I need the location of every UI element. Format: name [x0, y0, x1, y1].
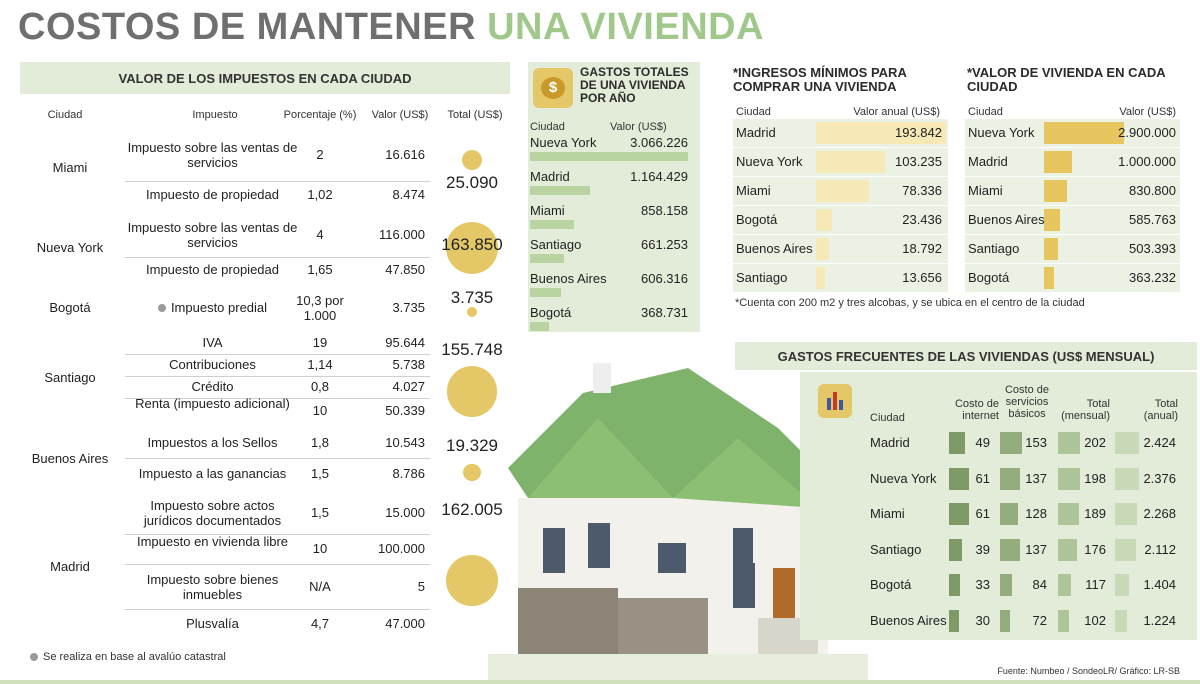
- vv-city: Buenos Aires: [968, 212, 1045, 227]
- tax-name: [125, 220, 300, 250]
- vv-city: Madrid: [968, 154, 1008, 169]
- gt-value: 3.066.226: [630, 135, 688, 150]
- gt-value: 606.316: [641, 271, 688, 286]
- bar-chart-icon: [818, 384, 852, 418]
- gf-internet: 61: [975, 470, 990, 486]
- tax-name: [125, 435, 300, 450]
- gf-servicios: 128: [1025, 506, 1047, 522]
- tax-value: 4.027: [392, 379, 425, 394]
- ing-city: Miami: [736, 183, 771, 198]
- row-separator: [125, 376, 430, 377]
- tax-total: 163.850: [441, 235, 503, 254]
- vv-value: 585.763: [1129, 212, 1176, 227]
- footnote-note: *Cuenta con 200 m2 y tres alcobas, y se ubica en el centro de la ciudad: [735, 297, 1085, 309]
- gt-value: 1.164.429: [630, 169, 688, 184]
- gf-mensual: 117: [1085, 577, 1106, 593]
- tax-name: [125, 335, 300, 350]
- tax-value: 50.339: [385, 403, 425, 418]
- valor-vivienda-col-value: Valor (US$): [1119, 106, 1176, 118]
- tax-percentage: 10: [312, 541, 328, 556]
- tax-percentage: 10: [312, 403, 328, 418]
- tax-name: [125, 466, 300, 481]
- valor-vivienda-col-city: Ciudad: [968, 106, 1003, 118]
- ing-value: 18.792: [902, 241, 942, 256]
- tax-name-text: Impuesto predial: [170, 299, 268, 315]
- vv-value: 2.900.000: [1118, 125, 1176, 140]
- tax-value: 8.474: [392, 186, 425, 202]
- gt-city: Bogotá: [530, 305, 572, 320]
- tax-city: Santiago: [44, 370, 96, 385]
- gf-servicios: 137: [1025, 541, 1047, 557]
- vv-city: Nueva York: [968, 125, 1035, 140]
- frecuentes-col-mensual: Total (mensual): [1061, 398, 1110, 422]
- tax-value: 5: [417, 578, 425, 594]
- gastos-totales-col-value: Valor (US$): [610, 121, 667, 133]
- gf-mensual: 189: [1084, 506, 1106, 522]
- tax-name-text: Crédito: [191, 379, 234, 394]
- gf-anual-bar: [1115, 610, 1127, 632]
- tax-name: [125, 616, 300, 631]
- gf-city: Bogotá: [870, 577, 912, 593]
- tax-percentage: 1,5: [310, 505, 330, 520]
- taxes-col-city: Ciudad: [47, 109, 83, 121]
- gt-value: 858.158: [641, 203, 688, 218]
- vv-bar: [1044, 238, 1058, 260]
- ingresos-col-value: Valor anual (US$): [853, 106, 940, 118]
- ing-city: Santiago: [736, 270, 788, 285]
- tax-city: Nueva York: [36, 240, 104, 255]
- tax-percentage: 10,3 por 1.000: [296, 292, 344, 323]
- tax-percentage: 0,8: [310, 379, 330, 394]
- row-separator: [125, 458, 430, 459]
- gf-internet: 33: [975, 577, 990, 593]
- tax-value: 95.644: [385, 335, 425, 350]
- tax-percentage: 2: [316, 146, 324, 162]
- tax-percentage: 1,8: [310, 435, 330, 450]
- total-bubble: [462, 150, 482, 170]
- vv-city: Bogotá: [968, 270, 1010, 285]
- tax-name-text: Contribuciones: [169, 357, 256, 372]
- tax-city: Madrid: [50, 559, 90, 574]
- source-credit: Fuente: Numbeo / SondeoLR/ Gráfico: LR-SB: [997, 666, 1180, 676]
- tax-total: 3.735: [450, 288, 494, 307]
- bottom-rule: [0, 680, 1200, 684]
- group-separator: [20, 329, 510, 331]
- tax-percentage: N/A: [309, 578, 331, 594]
- vv-city: Miami: [968, 183, 1003, 198]
- tax-value: 15.000: [385, 505, 425, 520]
- gf-city: Madrid: [870, 435, 910, 450]
- tax-name-text: Impuesto de propiedad: [146, 262, 279, 277]
- gf-anual: 2.424: [1143, 435, 1176, 450]
- frecuentes-col-servicios: Costo de servicios básicos: [1004, 384, 1050, 420]
- gf-anual: 2.112: [1144, 541, 1176, 557]
- tax-value: 16.616: [385, 146, 425, 162]
- tax-name: [125, 357, 300, 372]
- frecuentes-heading: GASTOS FRECUENTES DE LAS VIVIENDAS (US$ MENSUAL): [777, 349, 1155, 364]
- row-separator: [125, 609, 430, 610]
- vv-city: Santiago: [968, 241, 1020, 256]
- gt-city: Nueva York: [530, 135, 597, 150]
- tax-name: [125, 187, 300, 202]
- vv-value: 363.232: [1129, 270, 1176, 285]
- gf-city: Buenos Aires: [870, 613, 947, 628]
- tax-name: [125, 396, 300, 411]
- tax-value: 100.000: [378, 541, 425, 556]
- gf-city: Miami: [870, 506, 905, 522]
- gf-anual-bar: [1115, 574, 1129, 596]
- gf-servicios-bar: [1000, 574, 1012, 596]
- tax-name-text: Impuesto de propiedad: [146, 186, 279, 202]
- tax-value: 8.786: [392, 466, 425, 481]
- vv-value: 1.000.000: [1118, 154, 1176, 169]
- vv-value: 503.393: [1129, 241, 1176, 256]
- ing-city: Bogotá: [736, 212, 778, 227]
- tax-name-text: Plusvalía: [186, 616, 239, 631]
- tax-percentage: 19: [312, 335, 328, 350]
- tax-value: 47.000: [385, 616, 425, 631]
- tax-percentage: 4: [316, 227, 324, 242]
- gf-anual: 2.268: [1143, 506, 1176, 522]
- tax-name-text: Impuesto sobre las ventas de servicios: [127, 220, 298, 250]
- gt-bar: [530, 152, 688, 161]
- gf-mensual: 176: [1084, 541, 1106, 557]
- footnote-dot-icon: [30, 653, 38, 661]
- tax-name: [125, 572, 300, 602]
- tax-percentage: 1,02: [307, 186, 333, 202]
- tax-name: [125, 498, 300, 528]
- tax-value: 116.000: [378, 227, 425, 242]
- ing-city: Nueva York: [736, 154, 803, 169]
- vv-bar: [1044, 151, 1072, 173]
- gf-internet: 39: [975, 541, 990, 557]
- tax-name: [125, 534, 300, 549]
- gt-bar: [530, 254, 564, 263]
- ing-bar: [816, 267, 825, 289]
- tax-city: Buenos Aires: [31, 451, 109, 466]
- gf-internet: 30: [975, 613, 990, 628]
- row-separator: [125, 257, 430, 258]
- gf-servicios-bar: [1000, 610, 1010, 632]
- tax-value: 10.543: [385, 435, 425, 450]
- tax-name-text: Impuesto a las ganancias: [138, 466, 287, 481]
- vv-bar: [1044, 267, 1054, 289]
- gastos-totales-col-city: Ciudad: [530, 121, 565, 133]
- total-bubble: [467, 307, 477, 317]
- gt-bar: [530, 288, 561, 297]
- ing-value: 193.842: [895, 125, 942, 140]
- tax-name: [125, 140, 300, 170]
- tax-percentage: 1,14: [307, 357, 333, 372]
- group-separator: [20, 210, 510, 212]
- gf-servicios: 137: [1025, 470, 1047, 486]
- vv-bar: [1044, 209, 1060, 231]
- tax-name-text: Impuesto en vivienda libre: [136, 534, 289, 549]
- frecuentes-col-city: Ciudad: [870, 412, 905, 424]
- tax-total: 19.329: [446, 436, 498, 455]
- tax-name: [125, 379, 300, 394]
- gf-internet-bar: [949, 574, 960, 596]
- taxes-col-pct: Porcentaje (%): [283, 109, 357, 121]
- gf-servicios: 84: [1032, 577, 1047, 593]
- title-part1: COSTOS DE MANTENER: [18, 6, 477, 48]
- ing-city: Buenos Aires: [736, 241, 813, 256]
- gt-bar: [530, 220, 574, 229]
- ing-value: 78.336: [902, 183, 942, 198]
- money-icon: $: [533, 68, 573, 108]
- vv-bar: [1044, 180, 1067, 202]
- gf-servicios: 153: [1025, 435, 1047, 450]
- gf-mensual: 198: [1084, 470, 1106, 486]
- group-separator: [20, 425, 510, 427]
- tax-name-text: Impuesto sobre bienes inmuebles: [146, 571, 279, 602]
- vv-value: 830.800: [1129, 183, 1176, 198]
- taxes-footnote-text: Se realiza en base al avalúo catastral: [43, 651, 226, 663]
- gt-city: Buenos Aires: [530, 271, 607, 286]
- ing-bar: [816, 209, 832, 231]
- ingresos-heading: *INGRESOS MÍNIMOS PARA COMPRAR UNA VIVIENDA: [733, 65, 907, 94]
- gf-mensual-bar: [1058, 574, 1071, 596]
- tax-percentage: 1,5: [310, 466, 330, 481]
- valor-vivienda-heading: *VALOR DE VIVIENDA EN CADA CIUDAD: [967, 65, 1166, 94]
- tax-total: 162.005: [441, 500, 503, 519]
- dot-icon: [158, 304, 166, 312]
- group-separator: [20, 489, 510, 491]
- ingresos-col-city: Ciudad: [736, 106, 771, 118]
- gastos-totales-heading: GASTOS TOTALES DE UNA VIVIENDA POR AÑO: [580, 65, 689, 105]
- gf-servicios: 72: [1032, 613, 1047, 628]
- page-title: [18, 6, 764, 49]
- ing-city: Madrid: [736, 125, 776, 140]
- gt-city: Miami: [530, 203, 565, 218]
- gf-mensual-bar: [1058, 610, 1069, 632]
- gt-value: 661.253: [641, 237, 688, 252]
- gf-internet: 49: [975, 435, 990, 450]
- gt-value: 368.731: [641, 305, 688, 320]
- group-separator: [20, 125, 510, 127]
- gf-city: Nueva York: [870, 470, 937, 486]
- ing-value: 23.436: [902, 212, 942, 227]
- gf-mensual: 202: [1084, 435, 1106, 450]
- taxes-col-total: Total (US$): [447, 109, 503, 121]
- gf-mensual: 102: [1084, 613, 1106, 628]
- tax-value: 3.735: [392, 299, 425, 315]
- tax-value: 5.738: [392, 357, 425, 372]
- tax-name-text: Impuesto sobre las ventas de servicios: [127, 139, 298, 170]
- tax-name: [125, 262, 300, 277]
- tax-name-text: IVA: [202, 335, 223, 350]
- gf-anual: 1.404: [1143, 577, 1176, 593]
- gf-anual: 2.376: [1143, 470, 1176, 486]
- gt-city: Madrid: [530, 169, 570, 184]
- ing-value: 103.235: [895, 154, 942, 169]
- total-bubble: [463, 464, 481, 482]
- title-part2: UNA VIVIENDA: [487, 6, 765, 48]
- gf-internet: 61: [975, 506, 990, 522]
- tax-name-text: Renta (impuesto adicional): [135, 396, 290, 411]
- taxes-footnote: [30, 651, 226, 663]
- taxes-col-tax: Impuesto: [192, 109, 238, 121]
- tax-percentage: 1,65: [307, 262, 333, 277]
- gt-city: Santiago: [530, 237, 582, 252]
- gt-bar: [530, 322, 549, 331]
- group-separator: [20, 282, 510, 284]
- tax-percentage: 4,7: [310, 616, 330, 631]
- tax-city: Bogotá: [49, 299, 91, 315]
- frecuentes-col-anual: Total (anual): [1143, 398, 1178, 422]
- tax-total: 25.090: [446, 173, 498, 192]
- tax-total: 155.748: [441, 340, 503, 359]
- tax-name-text: Impuestos a los Sellos: [147, 435, 278, 450]
- frecuentes-col-internet: Costo de internet: [954, 398, 999, 422]
- tax-city: Miami: [52, 160, 88, 175]
- gf-city: Santiago: [870, 541, 922, 557]
- taxes-col-value: Valor (US$): [371, 109, 429, 121]
- tax-name: [125, 300, 300, 315]
- group-separator: [20, 641, 510, 643]
- ing-value: 13.656: [902, 270, 942, 285]
- row-separator: [125, 181, 430, 182]
- gf-internet-bar: [949, 610, 959, 632]
- ing-bar: [816, 238, 829, 260]
- row-separator: [125, 354, 430, 355]
- taxes-heading: VALOR DE LOS IMPUESTOS EN CADA CIUDAD: [118, 71, 412, 86]
- gt-bar: [530, 186, 590, 195]
- gf-anual: 1.224: [1143, 613, 1176, 628]
- tax-value: 47.850: [385, 262, 425, 277]
- tax-name-text: Impuesto sobre actos jurídicos documentados: [143, 498, 282, 528]
- row-separator: [125, 564, 430, 565]
